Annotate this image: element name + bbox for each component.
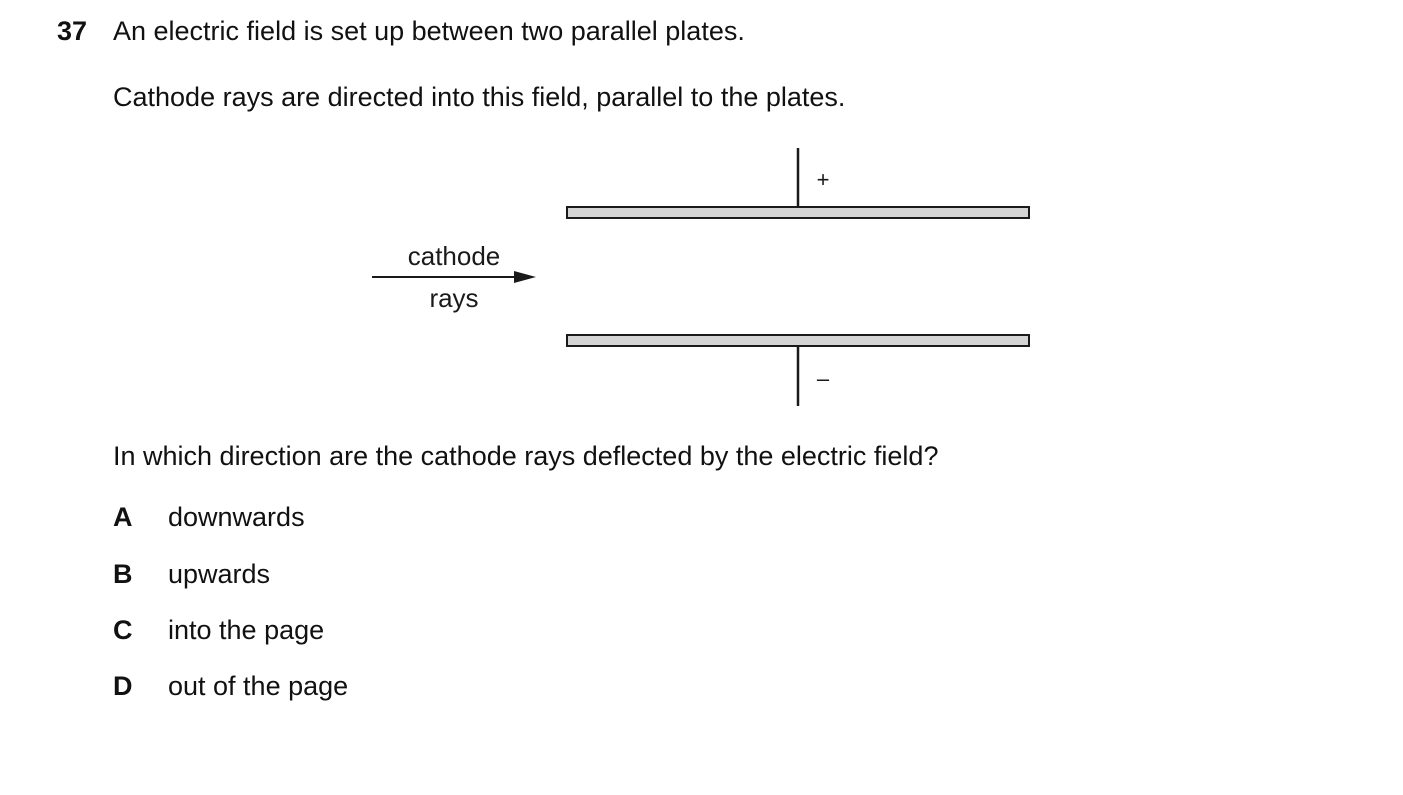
positive-sign: + (816, 167, 830, 192)
question-stem-line-1: An electric field is set up between two parallel plates. (113, 16, 745, 46)
bottom-plate (567, 335, 1029, 346)
question-prompt: In which direction are the cathode rays deflected by the electric field? (113, 441, 939, 471)
option-letter: D (113, 671, 133, 701)
ray-label-line-2: rays (429, 283, 479, 313)
option-letter: A (113, 502, 133, 532)
cathode-ray-arrowhead (514, 271, 536, 283)
option-text: upwards (168, 559, 271, 589)
option-text: out of the page (168, 671, 349, 701)
question-stem-line-2: Cathode rays are directed into this field, parallel to the plates. (113, 82, 846, 112)
option-text: downwards (168, 502, 305, 532)
ray-label-line-1: cathode (407, 241, 501, 271)
option-letter: C (113, 615, 133, 645)
option-letter: B (113, 559, 133, 589)
question-number: 37 (57, 16, 88, 46)
top-plate (567, 207, 1029, 218)
option-text: into the page (168, 615, 325, 645)
negative-sign: – (816, 366, 830, 391)
